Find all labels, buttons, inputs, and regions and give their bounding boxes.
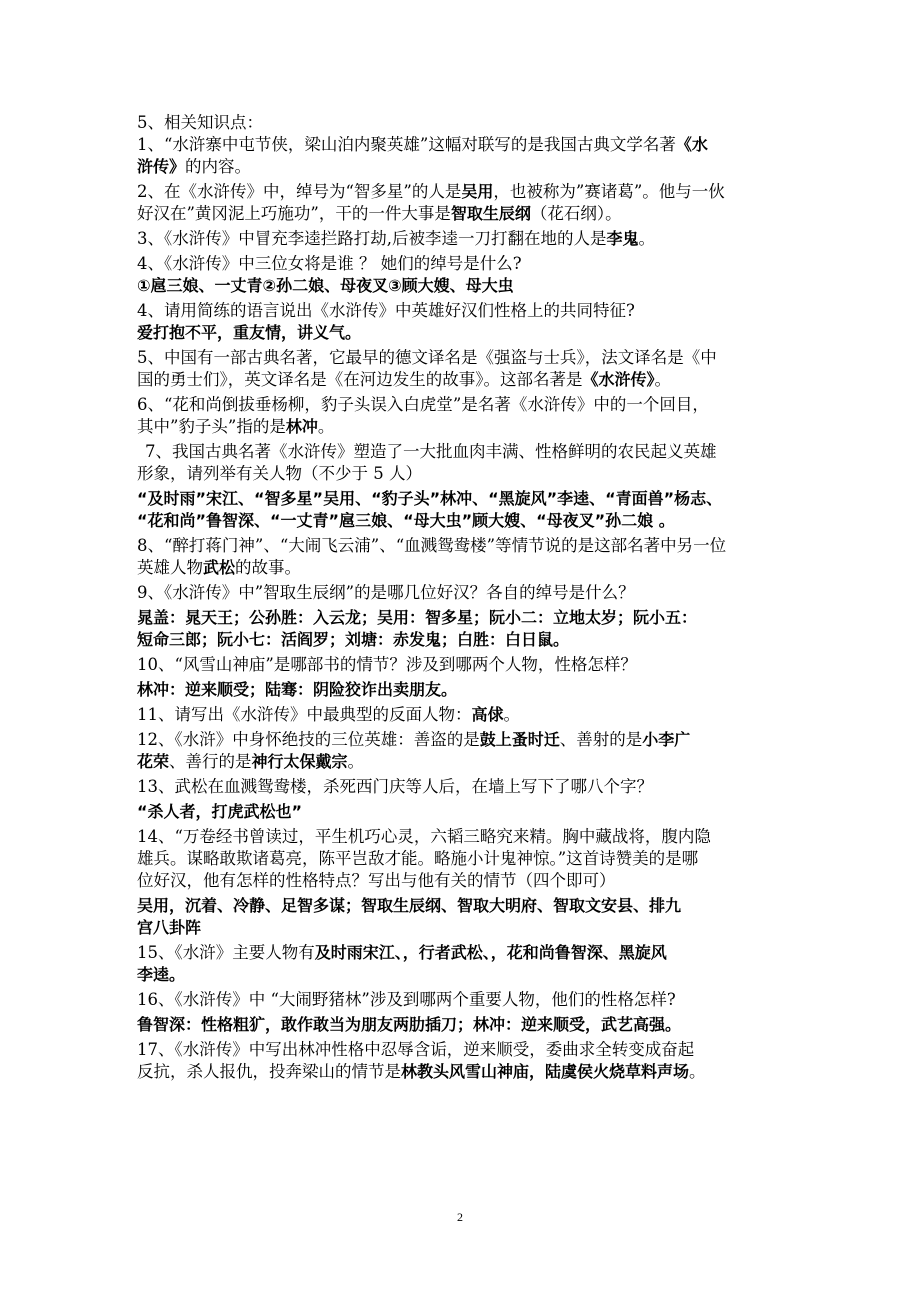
question-text: 。	[638, 229, 656, 248]
question-text: 。	[347, 752, 365, 771]
question-text: （花石纲）。	[530, 204, 622, 223]
q16-line	[137, 989, 785, 1011]
page-number: 2	[457, 1210, 463, 1224]
answer-text: 李逵。	[137, 965, 186, 984]
answer-text: 《水	[675, 135, 708, 154]
q7-line-2	[137, 463, 785, 485]
question-text: 9、《水浒传》中”智取生辰纲”的是哪几位好汉？各自的绰号是什么？	[137, 583, 635, 602]
question-text: 11、请写出《水浒传》中最典型的反面人物：	[137, 705, 472, 724]
q15-line-2	[137, 964, 785, 986]
answer-text: “及时雨”宋江、“智多星”吴用、“豹子头”林冲、“黑旋风”李逵、“青面兽”杨志、	[137, 489, 723, 508]
answer-text: 林教头风雪山神庙，陆虞侯火烧草料声场	[401, 1062, 690, 1081]
question-text: 、善射的是	[559, 730, 643, 749]
answer-text: 晁盖：晁天王；公孙胜：入云龙；吴用：智多星；阮小二：立地太岁；阮小五：	[137, 608, 698, 627]
q7-line-1	[137, 441, 785, 463]
q4b-line	[137, 300, 785, 322]
q3-line	[137, 228, 785, 250]
question-text: 。	[689, 1062, 706, 1081]
answer-text: 爱打抱不平，重友情，讲义气。	[137, 323, 362, 342]
section-heading	[137, 112, 785, 134]
answer-text: 吴用	[461, 182, 494, 201]
question-text: 。	[654, 370, 672, 389]
q2-line-2	[137, 203, 785, 225]
question-text: ，也被称为”赛诸葛”。他与一伙	[493, 182, 725, 201]
answer-text: “花和尚”鲁智深、“一丈青”扈三娘、“母大虫”顾大嫂、“母夜叉”孙二娘 。	[137, 511, 675, 530]
question-text: 的内容。	[185, 157, 252, 176]
q4b-answer	[137, 322, 785, 344]
q13-line	[137, 776, 785, 798]
q8-line-1	[137, 535, 785, 557]
question-text: 雄兵。谋略敢欺诸葛亮，陈平岂敌才能。略施小计鬼神惊。”这首诗赞美的是哪	[137, 849, 699, 868]
q5-line-1	[137, 347, 785, 369]
question-text: 反抗，杀人报仇，投奔梁山的情节是	[137, 1062, 401, 1081]
question-text: 4、《水浒传》中三位女将是谁 ？ 她们的绰号是什么?	[137, 254, 522, 273]
question-text: 好汉在”黄冈泥上巧施功”，干的一件大事是	[137, 204, 451, 223]
q10-answer	[137, 679, 785, 701]
question-text: 4、请用简练的语言说出《水浒传》中英雄好汉们性格上的共同特征?	[137, 301, 635, 320]
answer-text: 及时雨宋江、，	[314, 943, 419, 962]
q6-line-2	[137, 416, 785, 438]
question-text: 。	[503, 705, 521, 724]
question-text: 13、武松在血溅鸳鸯楼，杀死西门庆等人后，在墙上写下了哪八个字？	[137, 777, 653, 796]
question-text: 其中”豹子头”指的是	[137, 417, 286, 436]
q4-line	[137, 253, 785, 275]
answer-text: “杀人者，打虎武松也”	[137, 802, 303, 821]
question-text: 5、相关知识点：	[137, 113, 263, 132]
question-text: 12、《水浒》中身怀绝技的三位英雄：善盗的是	[137, 730, 480, 749]
q13-answer	[137, 801, 785, 823]
question-text: 英雄人物	[137, 558, 203, 577]
question-text: 15、《水浒》主要人物有	[137, 943, 315, 962]
q1-line-1	[137, 134, 785, 156]
question-text: 7、我国古典名著《水浒传》塑造了一大批血肉丰满、性格鲜明的农民起义英雄	[145, 442, 717, 461]
answer-text: 小李广	[642, 730, 691, 749]
answer-text: 宫八卦阵	[137, 918, 202, 937]
q9-line	[137, 582, 785, 604]
question-text: 、善行的是	[169, 752, 252, 771]
q4-answer	[137, 275, 785, 297]
answer-text: 鲁智深：性格粗犷，敢作敢当为朋友两肋插刀；林冲：逆来顺受，武艺高强。	[137, 1015, 682, 1034]
question-text: 17、《水浒传》中写出林冲性格中忍辱含诟，逆来顺受，委曲求全转变成奋起	[137, 1040, 695, 1059]
answer-text: 短命三郎；阮小七：活阎罗；刘塘：赤发鬼；白胜：白日鼠。	[137, 630, 570, 649]
document-body	[137, 112, 785, 1083]
question-text: 10、“风雪山神庙”是哪部书的情节？涉及到哪两个人物，性格怎样？	[137, 655, 637, 674]
answer-text: 李鬼	[606, 229, 639, 248]
q16-answer	[137, 1014, 785, 1036]
q14-line-3	[137, 870, 785, 892]
q5-line-2	[137, 369, 785, 391]
q17-line-2	[137, 1061, 785, 1083]
answer-text: 鼓上蚤时迁	[479, 730, 560, 749]
q11-line	[137, 704, 785, 726]
q1-line-2	[137, 156, 785, 178]
answer-text: ①扈三娘、一丈青②孙二娘、母夜叉③顾大嫂、母大虫	[137, 276, 514, 295]
answer-text: 林冲	[285, 417, 318, 436]
question-text: 5、中国有一部古典名著，它最早的德文译名是《强盗与士兵》，法文译名是《中	[137, 348, 717, 367]
answer-text: 吴用，沉着、冷静、足智多谋；智取生辰纲、智取大明府、智取文安县、排九	[137, 896, 682, 915]
question-text: 的故事。	[235, 558, 302, 577]
answer-text: 花荣	[137, 752, 170, 771]
q14-answer-2	[137, 917, 785, 939]
answer-text: 武松	[203, 558, 236, 577]
question-text: 16、《水浒传》中 “大闹野猪林”涉及到哪两个重要人物，他们的性格怎样?	[137, 990, 676, 1009]
question-text: 形象，请列举有关人物（不少于 5 人）	[137, 464, 422, 483]
answer-text: 浒传》	[137, 157, 186, 176]
answer-text: 《水浒传》	[582, 370, 655, 389]
question-text: 。	[317, 417, 335, 436]
q12-line-1	[137, 729, 785, 751]
answer-text: 林冲：逆来顺受；陆骞：阴险狡诈出卖朋友。	[137, 680, 458, 699]
question-text: 1、“水浒寨中屯节侠，梁山泊内聚英雄”这幅对联写的是我国古典文学名著	[137, 135, 676, 154]
q7-answer-2	[137, 510, 785, 532]
question-text: 2、在《水浒传》中，绰号为“智多星”的人是	[137, 182, 462, 201]
q12-line-2	[137, 751, 785, 773]
q6-line-1	[137, 394, 785, 416]
answer-text: 神行太保戴宗	[251, 752, 348, 771]
q15-line-1	[137, 942, 785, 964]
q14-line-2	[137, 848, 785, 870]
q14-answer-1	[137, 895, 785, 917]
answer-text: 高俅	[471, 705, 504, 724]
question-text: 6、“花和尚倒拔垂杨柳，豹子头误入白虎堂”是名著《水浒传》中的一个回目，	[137, 395, 709, 414]
answer-text: 行者武松、，	[418, 943, 507, 962]
q7-answer-1	[137, 488, 785, 510]
answer-text: 花和尚鲁智深、黑旋风	[506, 943, 667, 962]
answer-text: 智取生辰纲	[450, 204, 531, 223]
q8-line-2	[137, 557, 785, 579]
q17-line-1	[137, 1039, 785, 1061]
q9-answer-2	[137, 629, 785, 651]
question-text: 14、“万卷经书曾读过，平生机巧心灵，六韬三略究来精。胸中藏战将，腹内隐	[137, 827, 711, 846]
question-text: 国的勇士们》，英文译名是《在河边发生的故事》。这部名著是	[137, 370, 583, 389]
q10-line	[137, 654, 785, 676]
q2-line-1	[137, 181, 785, 203]
question-text: 3、《水浒传》中冒充李逵拦路打劫,后被李逵一刀打翻在地的人是	[137, 229, 607, 248]
question-text: 位好汉，他有怎样的性格特点？写出与他有关的情节（四个即可）	[137, 871, 616, 890]
q14-line-1	[137, 826, 785, 848]
q9-answer-1	[137, 607, 785, 629]
question-text: 8、“醉打蒋门神”、“大闹飞云浦”、“血溅鸳鸯楼”等情节说的是这部名著中另一位	[137, 536, 727, 555]
